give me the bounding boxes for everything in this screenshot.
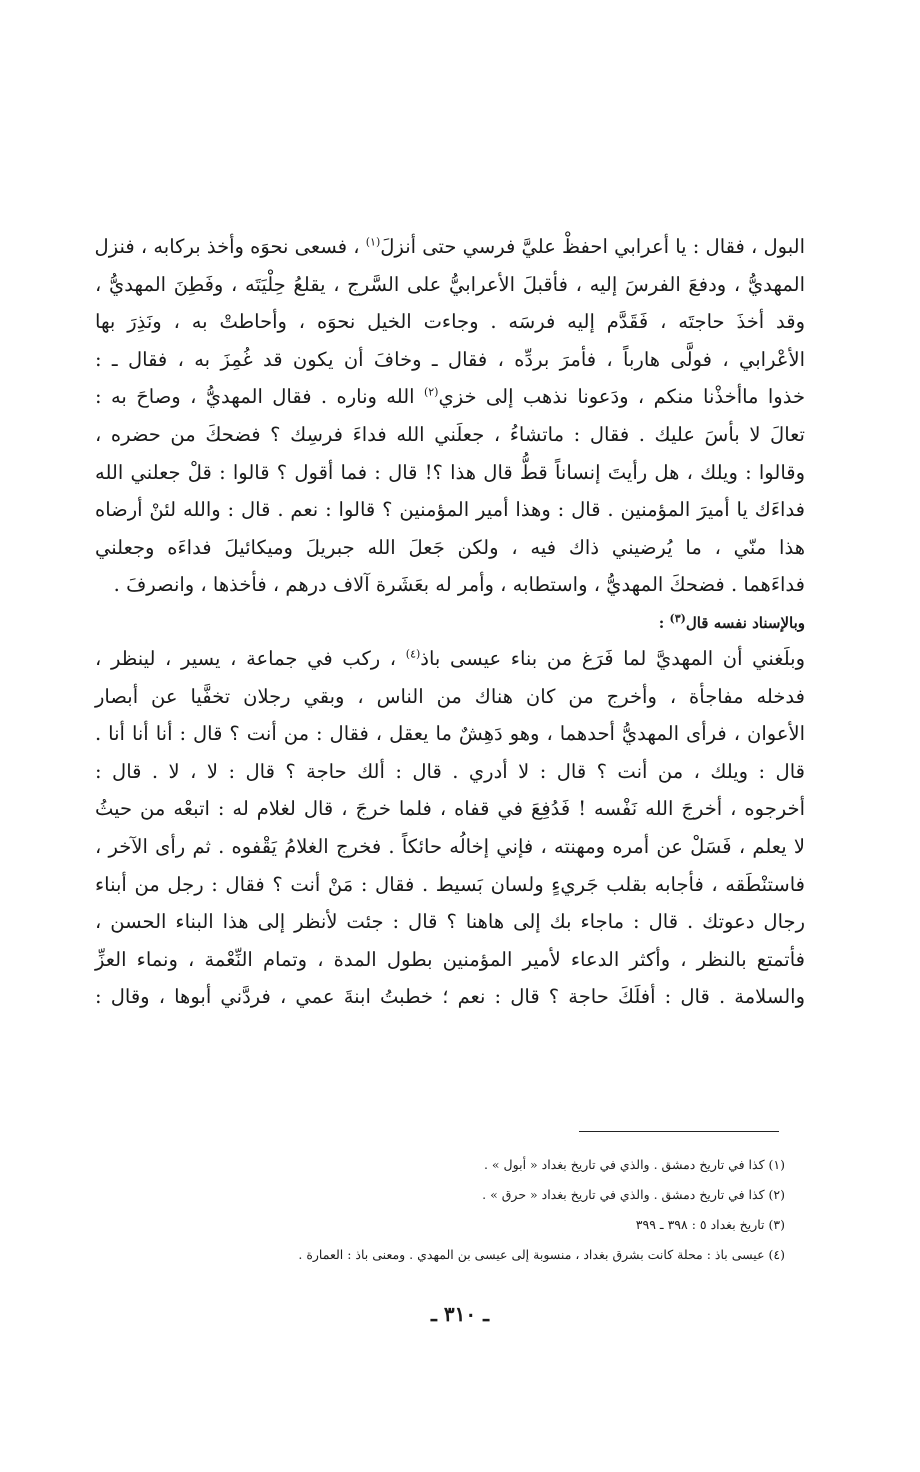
footnote-ref: (٤)	[405, 647, 421, 661]
text-segment: البول ، فقال : يا أعرابي احفظْ عليَّ فرسي حتى أنزلَ	[380, 235, 805, 258]
text-line	[95, 640, 805, 678]
text-segment: ، ركب في جماعة ، يسير ، لينظر ،	[95, 646, 406, 670]
text-line: أخرجوه ، أخرجَ الله نَفْسه ! فَدُفِعَ في قفاه ، فلما خرجَ ، قال لغلام له : اتبعْه من حيثُ	[95, 797, 805, 821]
section-heading	[95, 608, 805, 638]
text-line: هذا منّي ، ما يُرضيني ذاك فيه ، ولكن جَعلَ الله جبريلَ وميكائيلَ فداءَه وجعلني	[95, 535, 805, 559]
text-line: فدخله مفاجأة ، وأخرج من كان هناك من الناس ، وبقي رجلان تخفَّيا عن أبصار	[95, 684, 805, 708]
text-line	[95, 378, 805, 416]
text-line: فأتمتع بالنظر ، وأكثر الدعاء لأمير المؤمنين بطول المدة ، وتمام النِّعْمة ، ونماء العزِّ	[95, 947, 805, 971]
paragraph-2	[95, 640, 805, 1016]
text-segment: الله وناره . فقال المهديُّ ، وصاحَ به :	[95, 385, 424, 409]
text-line: الأعوان ، فرأى المهديُّ أحدهما ، وهو دَهِشٌ ما يعقل ، فقال : من أنت ؟ قال : أنا أنا أنا .	[95, 722, 805, 746]
text-line: فداءَك يا أميرَ المؤمنين . قال : وهذا أمير المؤمنين ؟ قالوا : نعم . قال : والله لئنْ أرضاه	[95, 498, 805, 522]
text-line: تعالَ لا بأسَ عليك . فقال : ماتشاءُ ، جعلَني الله فداءَ فرسِك ؟ فضحكَ من حضره ،	[95, 422, 805, 446]
footnote-2: (٢) كذا في تاريخ دمشق . والذي في تاريخ بغداد « حرق » .	[482, 1187, 785, 1202]
footnote-3: (٣) تاريخ بغداد ٥ : ٣٩٨ ـ ٣٩٩	[635, 1217, 785, 1232]
text-line: وقالوا : ويلك ، هل رأيتَ إنساناً قطُّ قال هذا ؟! قال : فما أقول ؟ قالوا : قلْ جعلني الله	[95, 460, 805, 484]
footnote-ref: (٢)	[423, 385, 439, 399]
text-line: وقد أخذَ حاجتَه ، فَقَدَّم إليه فرسَه . وجاءت الخيل نحوَه ، وأحاطتْ به ، ونَذِرَ بها	[95, 310, 805, 334]
text-line: قال : ويلك ، من أنت ؟ قال : لا أدري . قال : ألك حاجة ؟ قال : لا ، لا . قال :	[95, 759, 805, 783]
footnote-divider	[579, 1131, 779, 1132]
footnote-ref: (٣)	[669, 611, 686, 625]
page-body	[95, 228, 805, 1016]
footnote-ref: (١)	[365, 235, 381, 249]
text-line: لا يعلم ، فَسَلْ عن أمره ومهنته ، فإني إخالُه حائكاً . فخرج الغلامُ يَقْفوه . ثم رأى الآخر ،	[95, 834, 805, 858]
text-line: فداءَهما . فضحكَ المهديُّ ، واستطابه ، وأمر له بعَشَرة آلاف درهم ، فأخذها ، وانصرفَ .	[113, 573, 805, 597]
text-segment: ، فسعى نحوَه وأخذ بركابه ، فنزل	[94, 235, 366, 258]
text-line: رجال دعوتك . قال : ماجاء بك إلى هاهنا ؟ قال : جئت لأنظر إلى هذا البناء الحسن ،	[95, 910, 805, 934]
heading-colon: :	[658, 613, 670, 632]
footnotes	[95, 1150, 785, 1270]
heading-text: وبالإسناد نفسه قال	[685, 613, 805, 632]
page-number: ـ ٣١٠ ـ	[431, 1302, 489, 1326]
text-line: الأعْرابي ، فولَّى هارباً ، فأمرَ بردِّه ، فقال ـ وخافَ أن يكون قد غُمِزَ به ، فقال ـ :	[95, 347, 805, 371]
text-line: المهديُّ ، ودفعَ الفرسَ إليه ، فأقبلَ الأعرابيُّ على السَّرج ، يقلعُ حِلْيَتَه ، وفَطِنَ المهديُّ ،	[95, 272, 805, 296]
footnote-4: (٤) عيسى باذ : محلة كانت بشرق بغداد ، منسوبة إلى عيسى بن المهدي . ومعنى باذ : العمارة .	[298, 1247, 785, 1262]
text-line: والسلامة . قال : أفلَكَ حاجة ؟ قال : نعم ؛ خطبتُ ابنةَ عمي ، فردَّني أبوها ، وقال :	[95, 985, 805, 1009]
text-segment: وبلَغني أن المهديَّ لما فَرَغ من بناء عيسى باذ	[420, 646, 805, 670]
text-line: فاستنْطَقه ، فأجابه بقلب جَريءٍ ولسان بَسيط . فقال : مَنْ أنت ؟ فقال : رجل من أبناء	[95, 872, 805, 896]
text-segment: خذوا ماأخذْنا منكم ، ودَعونا نذهب إلى خزي	[438, 385, 805, 409]
text-line	[95, 228, 805, 266]
paragraph-1	[95, 228, 805, 604]
footnote-1: (١) كذا في تاريخ دمشق . والذي في تاريخ بغداد « أبول » .	[483, 1157, 785, 1172]
